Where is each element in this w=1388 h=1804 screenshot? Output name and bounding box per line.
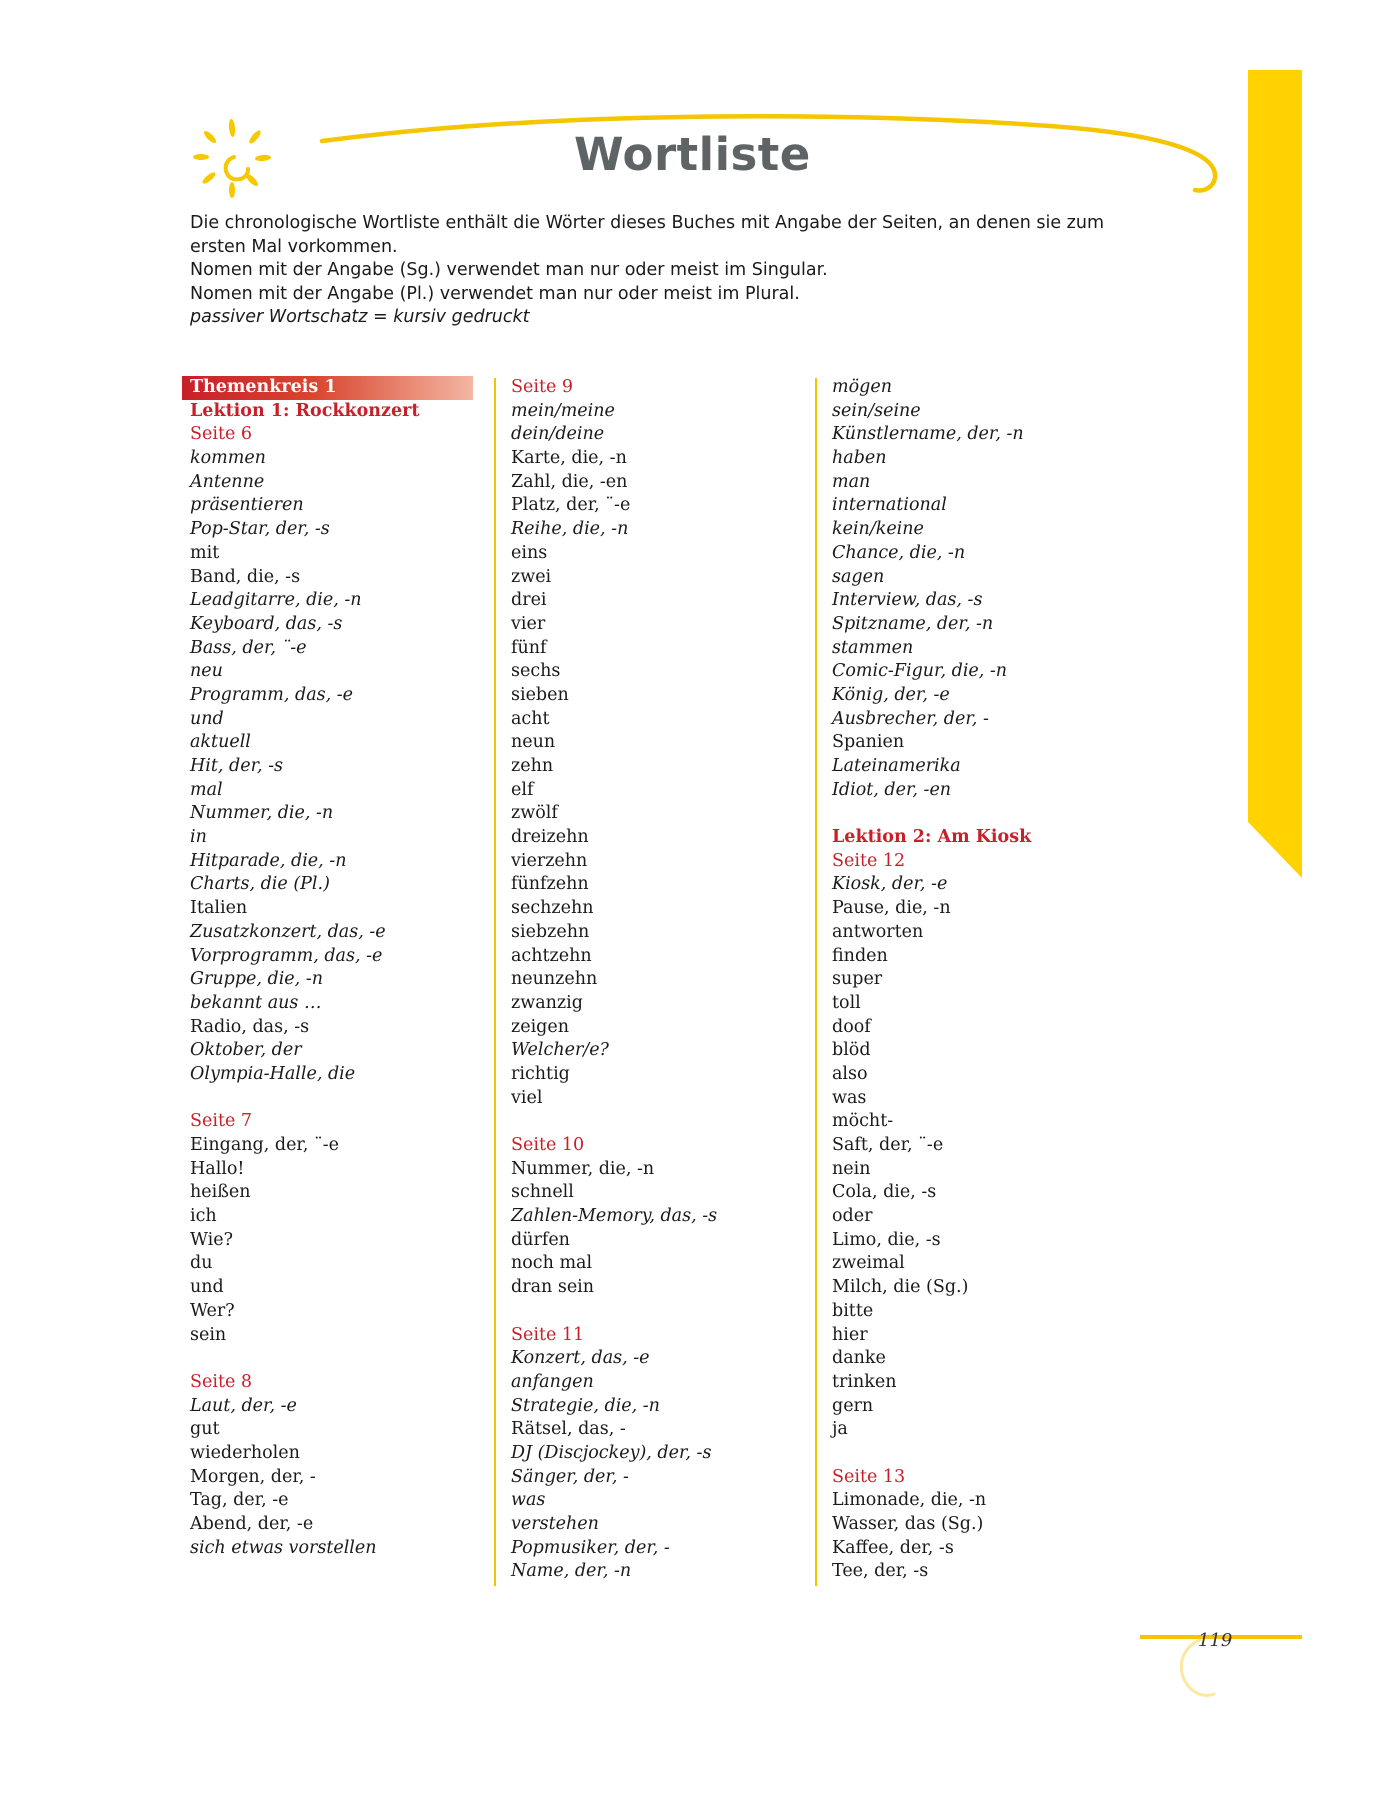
word-entry: Hallo!: [190, 1158, 245, 1179]
word-entry: zweimal: [832, 1253, 905, 1274]
word-entry-passive: Hit, der, -s: [190, 756, 284, 776]
word-entry-passive: neu: [190, 661, 223, 682]
page-heading: Seite 9: [511, 377, 574, 397]
word-entry: hier: [832, 1324, 868, 1345]
word-entry: also: [832, 1063, 868, 1084]
word-entry: wiederholen: [190, 1442, 300, 1463]
sun-logo-icon: [193, 119, 271, 198]
word-entry: was: [832, 1087, 867, 1108]
intro-line: Nomen mit der Angabe (Sg.) verwendet man nur oder meist im Singular.: [190, 260, 828, 280]
word-entry: sein: [190, 1324, 227, 1345]
word-entry-passive: Hitparade, die, -n: [190, 850, 347, 871]
lesson-heading: Lektion 2: Am Kiosk: [832, 827, 1032, 848]
word-entry-passive: Laut, der, -e: [190, 1395, 297, 1416]
word-entry-passive: Pop-Star, der, -s: [190, 519, 330, 540]
word-entry: ich: [190, 1206, 217, 1227]
word-entry: Tee, der, -s: [832, 1561, 929, 1582]
word-entry: vierzehn: [511, 850, 588, 871]
word-entry-passive: Reihe, die, -n: [511, 519, 629, 540]
word-entry-passive: Leadgitarre, die, -n: [190, 590, 362, 611]
word-entry: vier: [511, 613, 546, 634]
word-entry-passive: Idiot, der, -en: [832, 779, 952, 800]
word-entry-passive: mögen: [832, 377, 892, 397]
word-entry: Eingang, der, ¨-e: [190, 1135, 340, 1155]
word-entry-passive: haben: [832, 448, 887, 469]
word-entry: gut: [190, 1419, 220, 1440]
word-entry-passive: in: [190, 827, 207, 848]
word-entry: noch mal: [511, 1253, 593, 1274]
word-entry-passive: verstehen: [511, 1514, 599, 1534]
word-entry: achtzehn: [511, 945, 592, 966]
word-entry-passive: Olympia-Halle, die: [190, 1063, 356, 1084]
word-entry: Band, die, -s: [190, 566, 301, 587]
word-entry: gern: [832, 1395, 874, 1416]
word-entry-passive: präsentieren: [190, 495, 304, 516]
word-entry: heißen: [190, 1182, 251, 1203]
page-title: Wortliste: [574, 128, 811, 181]
word-entry: Platz, der, ¨-e: [511, 495, 631, 516]
word-entry-passive: international: [832, 495, 947, 516]
word-entry-passive: bekannt aus …: [190, 992, 322, 1013]
side-tab: [1248, 70, 1302, 878]
word-entry-passive: man: [832, 471, 871, 492]
spacer: [511, 1110, 791, 1134]
word-entry: Wasser, das (Sg.): [832, 1514, 984, 1534]
word-entry: zehn: [511, 756, 554, 776]
spacer: [190, 1087, 460, 1111]
word-entry-passive: anfangen: [511, 1371, 594, 1392]
word-entry: eins: [511, 542, 548, 563]
word-entry: neunzehn: [511, 969, 598, 990]
word-entry: dran sein: [511, 1277, 595, 1298]
page-heading: Seite 13: [832, 1466, 906, 1487]
word-entry-passive: Popmusiker, der, -: [511, 1537, 670, 1558]
word-entry-passive: Strategie, die, -n: [511, 1395, 660, 1416]
word-entry: Italien: [190, 898, 248, 919]
page-heading: Seite 8: [190, 1371, 253, 1392]
word-entry: Cola, die, -s: [832, 1182, 937, 1203]
word-entry-passive: kommen: [190, 448, 266, 469]
word-entry-passive: Sänger, der, -: [511, 1466, 629, 1487]
word-entry: Saft, der, ¨-e: [832, 1135, 944, 1155]
word-entry: möcht-: [832, 1111, 894, 1132]
word-entry: dürfen: [511, 1229, 570, 1250]
intro-line: ersten Mal vorkommen.: [190, 236, 398, 257]
word-entry-passive: DJ (Discjockey), der, -s: [511, 1442, 712, 1463]
word-entry: ja: [832, 1419, 848, 1440]
word-entry: doof: [832, 1016, 871, 1037]
intro-line: passiver Wortschatz = kursiv gedruckt: [190, 307, 530, 327]
word-entry: du: [190, 1253, 213, 1274]
word-entry: Limo, die, -s: [832, 1229, 941, 1250]
word-entry-passive: sich etwas vorstellen: [190, 1537, 377, 1558]
word-entry-passive: sein/seine: [832, 400, 921, 421]
word-entry-passive: sagen: [832, 566, 885, 587]
word-entry: fünf: [511, 637, 547, 658]
column-divider: [815, 378, 817, 1586]
word-entry: zwölf: [511, 803, 558, 824]
word-entry: dreizehn: [511, 827, 589, 848]
word-entry: und: [190, 1277, 224, 1298]
word-entry: Limonade, die, -n: [832, 1490, 987, 1511]
word-entry: Wer?: [190, 1300, 235, 1321]
word-entry: Karte, die, -n: [511, 448, 627, 469]
word-entry: Zahl, die, -en: [511, 471, 628, 492]
word-entry-passive: mein/meine: [511, 400, 615, 421]
word-entry: super: [832, 969, 883, 990]
word-entry: drei: [511, 590, 547, 611]
word-entry-passive: Vorprogramm, das, -e: [190, 945, 383, 966]
word-entry: Kaffee, der, -s: [832, 1537, 954, 1558]
word-entry: Abend, der, -e: [190, 1514, 314, 1534]
word-entry: antworten: [832, 921, 924, 942]
word-entry-passive: Bass, der, ¨-e: [190, 637, 307, 658]
word-entry: neun: [511, 732, 556, 753]
word-entry-passive: mal: [190, 779, 223, 800]
page-heading: Seite 7: [190, 1111, 253, 1132]
page-heading: Seite 10: [511, 1135, 585, 1155]
page-heading: Seite 6: [190, 424, 253, 445]
word-entry-passive: Welcher/e?: [511, 1040, 609, 1061]
word-entry: sechs: [511, 661, 561, 682]
word-entry: mit: [190, 542, 220, 563]
word-entry: Pause, die, -n: [832, 898, 951, 919]
word-entry: Milch, die (Sg.): [832, 1277, 969, 1298]
lesson-heading: Lektion 1: Rockkonzert: [190, 400, 420, 421]
word-column-1: [190, 376, 460, 1560]
word-entry: fünfzehn: [511, 874, 589, 895]
word-entry-passive: Keyboard, das, -s: [190, 613, 343, 634]
word-entry: Tag, der, -e: [190, 1490, 289, 1511]
word-entry: siebzehn: [511, 921, 590, 942]
page-heading: Seite 12: [832, 850, 906, 871]
word-entry: sechzehn: [511, 898, 594, 919]
word-entry-passive: Spitzname, der, -n: [832, 613, 994, 634]
spacer: [832, 802, 1132, 826]
word-entry-passive: Antenne: [190, 471, 265, 492]
word-entry-passive: aktuell: [190, 732, 251, 753]
word-entry: sieben: [511, 684, 569, 705]
intro-line: Nomen mit der Angabe (Pl.) verwendet man nur oder meist im Plural.: [190, 283, 800, 304]
word-column-3: [832, 376, 1132, 1584]
section-heading: Themenkreis 1: [182, 376, 473, 400]
word-entry-passive: Zahlen-Memory, das, -s: [511, 1206, 718, 1227]
word-entry: richtig: [511, 1063, 570, 1084]
word-entry-passive: Gruppe, die, -n: [190, 969, 323, 990]
word-entry: Nummer, die, -n: [511, 1158, 655, 1179]
word-entry-passive: stammen: [832, 637, 914, 658]
word-entry-passive: Interview, das, -s: [832, 590, 983, 611]
word-entry: blöd: [832, 1040, 871, 1061]
column-divider: [494, 378, 496, 1586]
word-entry-passive: Comic-Figur, die, -n: [832, 661, 1008, 682]
word-entry: zwanzig: [511, 992, 583, 1013]
word-entry-passive: Oktober, der: [190, 1040, 302, 1061]
word-entry: elf: [511, 779, 534, 800]
word-entry: trinken: [832, 1371, 897, 1392]
word-entry: Spanien: [832, 732, 905, 753]
word-entry: toll: [832, 992, 861, 1013]
word-entry: danke: [832, 1348, 886, 1369]
word-entry-passive: König, der, -e: [832, 684, 950, 705]
word-entry: Radio, das, -s: [190, 1016, 310, 1037]
word-entry: oder: [832, 1206, 873, 1227]
word-entry: schnell: [511, 1182, 574, 1203]
word-entry: finden: [832, 945, 888, 966]
word-entry: zeigen: [511, 1016, 570, 1037]
word-entry-passive: Lateinamerika: [832, 756, 961, 776]
spacer: [832, 1442, 1132, 1466]
intro-line: Die chronologische Wortliste enthält die Wörter dieses Buches mit Angabe der Seiten, an denen sie zum: [190, 213, 1104, 233]
word-entry-passive: Name, der, -n: [511, 1561, 632, 1582]
word-entry-passive: Konzert, das, -e: [511, 1348, 650, 1369]
word-entry: bitte: [832, 1300, 874, 1321]
word-entry: Wie?: [190, 1229, 234, 1250]
word-entry-passive: Kiosk, der, -e: [832, 874, 948, 895]
word-entry-passive: Ausbrecher, der, -: [832, 708, 989, 729]
word-entry-passive: Zusatzkonzert, das, -e: [190, 921, 386, 942]
word-entry-passive: Chance, die, -n: [832, 542, 966, 563]
word-entry: zwei: [511, 566, 552, 587]
word-entry: Morgen, der, -: [190, 1466, 316, 1487]
word-column-2: [511, 376, 791, 1584]
word-entry-passive: und: [190, 708, 224, 729]
word-entry-passive: dein/deine: [511, 424, 605, 445]
word-entry: acht: [511, 708, 550, 729]
word-entry-passive: Künstlername, der, -n: [832, 424, 1024, 445]
word-entry: nein: [832, 1158, 871, 1179]
page-number: 119: [1198, 1630, 1233, 1651]
spacer: [190, 1347, 460, 1371]
word-entry-passive: Nummer, die, -n: [190, 803, 334, 824]
word-entry: Rätsel, das, -: [511, 1419, 626, 1440]
page-heading: Seite 11: [511, 1324, 585, 1345]
word-entry-passive: was: [511, 1490, 546, 1511]
word-entry: viel: [511, 1087, 543, 1108]
word-entry-passive: kein/keine: [832, 519, 924, 540]
word-entry-passive: Programm, das, -e: [190, 684, 354, 705]
word-entry-passive: Charts, die (Pl.): [190, 874, 330, 895]
spacer: [511, 1300, 791, 1324]
intro-text: [190, 212, 1150, 330]
